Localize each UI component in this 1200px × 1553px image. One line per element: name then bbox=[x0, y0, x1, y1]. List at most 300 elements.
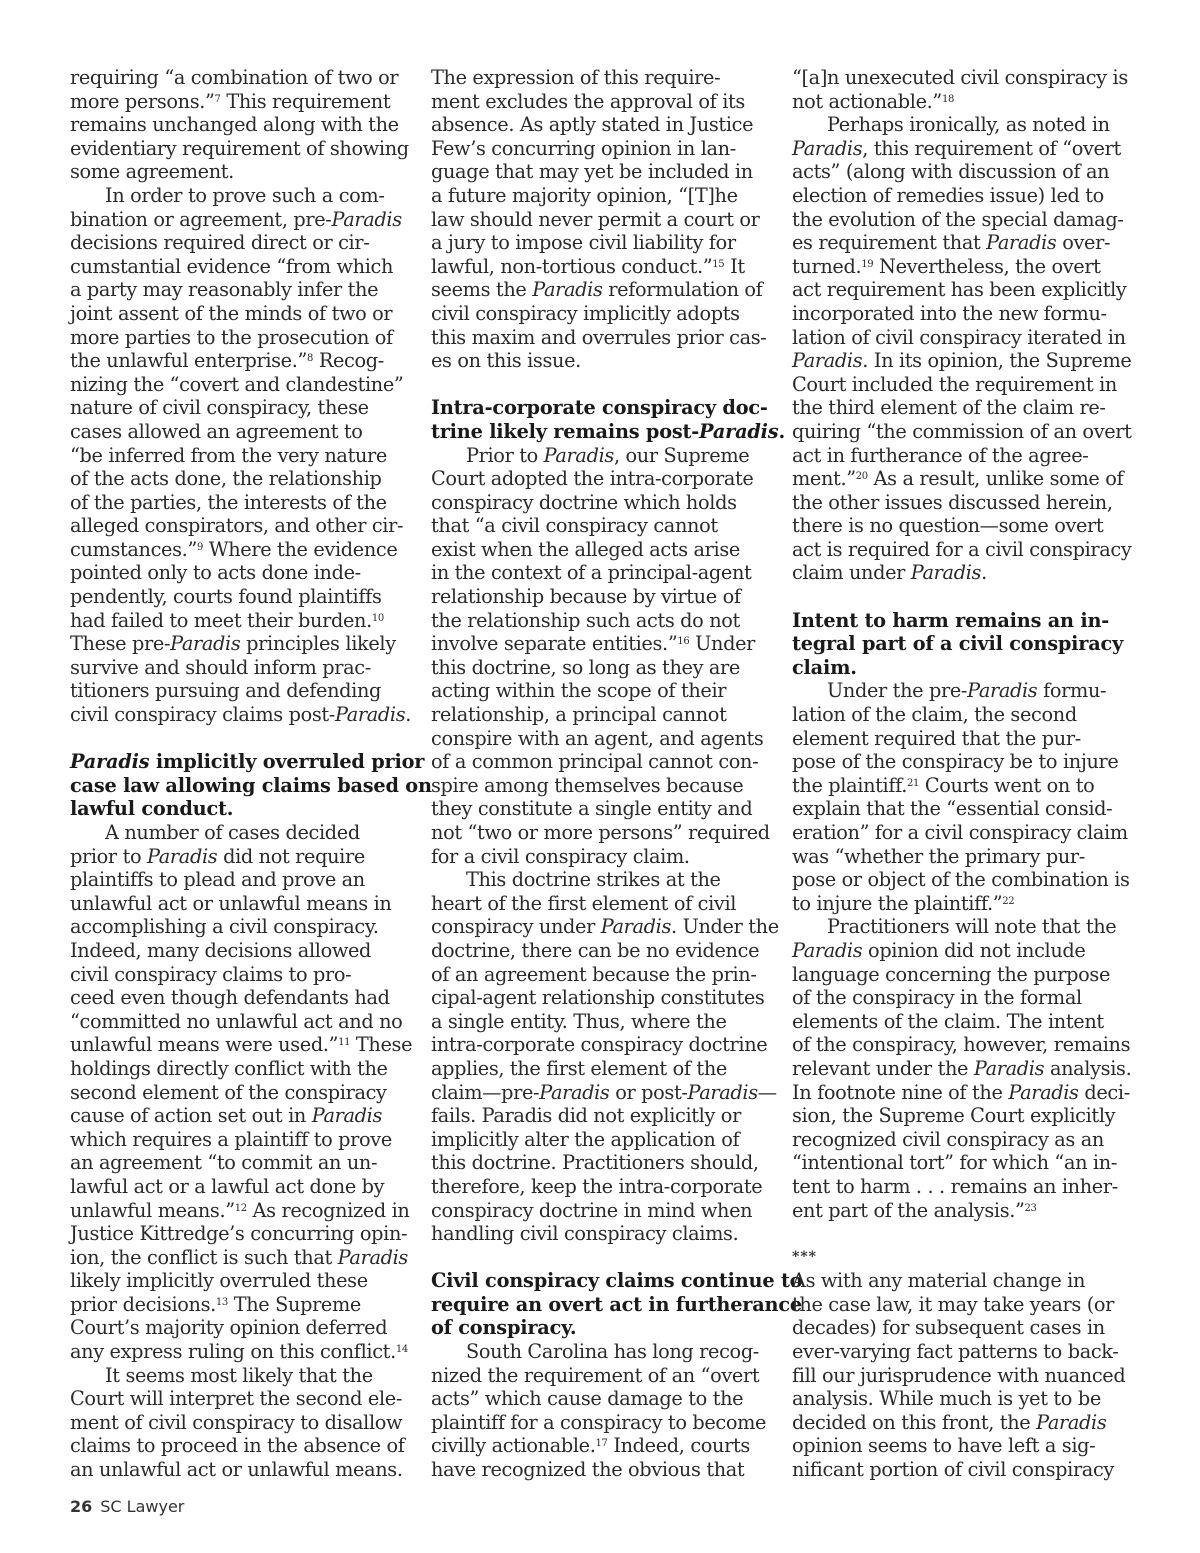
text-line bbox=[70, 1199, 416, 1223]
line-text: the other issues discussed herein, bbox=[792, 490, 1113, 514]
line-text-cont: Nevertheless, the overt bbox=[873, 254, 1101, 278]
italic-text: Paradis bbox=[986, 231, 1057, 255]
line-text: heart of the first element of civil bbox=[431, 891, 737, 915]
line-text: ment.” bbox=[792, 467, 856, 491]
text-line bbox=[70, 679, 416, 703]
line-text: pointed only to acts done inde- bbox=[70, 561, 361, 585]
text-line bbox=[792, 915, 1138, 939]
line-text: prior to bbox=[70, 844, 148, 868]
line-text-cont: deci- bbox=[1078, 1080, 1130, 1104]
text-line bbox=[431, 160, 777, 184]
line-text: conspire with an agent, and agents bbox=[431, 726, 764, 750]
line-text: of the conspiracy, however, remains bbox=[792, 1033, 1131, 1057]
text-line bbox=[431, 255, 777, 279]
text-line bbox=[792, 208, 1138, 232]
line-text: the evolution of the special damag- bbox=[792, 207, 1124, 231]
text-line bbox=[70, 1175, 416, 1199]
line-text: Court will interpret the second ele- bbox=[70, 1387, 403, 1411]
text-line bbox=[431, 939, 777, 963]
text-line bbox=[792, 1175, 1138, 1199]
text-line bbox=[792, 420, 1138, 444]
line-text: lation of the claim, the second bbox=[792, 703, 1077, 727]
line-text: relationship, a principal cannot bbox=[431, 703, 727, 727]
text-line bbox=[792, 1081, 1138, 1105]
line-text: that “a civil conspiracy cannot bbox=[431, 514, 718, 538]
text-line bbox=[70, 1411, 416, 1435]
text-line bbox=[431, 1151, 777, 1175]
text-line bbox=[70, 302, 416, 326]
section-heading-line bbox=[70, 750, 425, 774]
line-text: not actionable.” bbox=[792, 89, 942, 113]
italic-text: Paradis bbox=[687, 1080, 758, 1104]
text-line bbox=[431, 1458, 777, 1482]
text-line bbox=[431, 1057, 777, 1081]
text-line bbox=[70, 585, 416, 609]
line-text: accomplishing a civil conspiracy. bbox=[70, 915, 379, 939]
line-text: act requirement has been explicitly bbox=[792, 278, 1127, 302]
text-line bbox=[431, 561, 777, 585]
italic-text: Paradis bbox=[532, 278, 603, 302]
text-line bbox=[792, 1128, 1138, 1152]
text-line bbox=[70, 1340, 416, 1364]
line-text: titioners pursuing and defending bbox=[70, 679, 382, 703]
text-line bbox=[431, 113, 777, 137]
text-line bbox=[70, 1316, 416, 1340]
text-line bbox=[70, 892, 416, 916]
text-line bbox=[431, 1033, 777, 1057]
line-text: more parties to the prosecution of bbox=[70, 325, 393, 349]
footnote-ref: 19 bbox=[861, 258, 874, 270]
text-line bbox=[70, 1033, 416, 1057]
text-line bbox=[70, 1293, 416, 1317]
line-text: quiring “the commission of an overt bbox=[792, 419, 1132, 443]
text-line bbox=[792, 137, 1138, 161]
line-text: of the conspiracy in the formal bbox=[792, 986, 1082, 1010]
text-line bbox=[431, 1104, 777, 1128]
line-text-cont: implicitly overruled prior bbox=[149, 750, 425, 774]
line-text: case law allowing claims based on bbox=[70, 773, 432, 797]
text-line bbox=[792, 561, 1138, 585]
line-text: relevant under the bbox=[792, 1056, 974, 1080]
line-text: had failed to meet their burden. bbox=[70, 608, 372, 632]
text-line bbox=[431, 750, 777, 774]
italic-text: Paradis bbox=[539, 1080, 610, 1104]
text-line bbox=[70, 1010, 416, 1034]
line-text: there is no question—some overt bbox=[792, 514, 1104, 538]
text-line bbox=[70, 561, 416, 585]
line-text: tent to harm . . . remains an inher- bbox=[792, 1174, 1118, 1198]
line-text: es on this issue. bbox=[431, 349, 581, 373]
text-line bbox=[792, 892, 1138, 916]
section-heading-line bbox=[792, 656, 1138, 680]
italic-text: Paradis bbox=[337, 1245, 408, 1269]
line-text: Court adopted the intra-corporate bbox=[431, 467, 754, 491]
text-line bbox=[70, 845, 416, 869]
text-line bbox=[792, 963, 1138, 987]
line-text: plaintiffs to plead and prove an bbox=[70, 868, 365, 892]
line-text: Court’s majority opinion deferred bbox=[70, 1316, 388, 1340]
text-line bbox=[70, 632, 416, 656]
text-line bbox=[792, 797, 1138, 821]
line-text: cause of action set out in bbox=[70, 1104, 312, 1128]
line-text: lawful conduct. bbox=[70, 797, 234, 821]
section-break bbox=[792, 1246, 1138, 1270]
line-text: opinion seems to have left a sig- bbox=[792, 1434, 1096, 1458]
text-line bbox=[792, 302, 1138, 326]
page-footer bbox=[70, 1497, 184, 1516]
line-text: explain that the “essential consid- bbox=[792, 797, 1113, 821]
text-line bbox=[431, 326, 777, 350]
italic-text: Paradis bbox=[147, 844, 218, 868]
line-text: a single entity. Thus, where the bbox=[431, 1009, 727, 1033]
text-line bbox=[70, 349, 416, 373]
line-text: cases allowed an agreement to bbox=[70, 419, 363, 443]
line-text: conspiracy doctrine in mind when bbox=[431, 1198, 753, 1222]
line-text: nificant portion of civil conspiracy bbox=[792, 1458, 1114, 1482]
text-line bbox=[431, 538, 777, 562]
text-line bbox=[431, 444, 777, 468]
line-text: likely implicitly overruled these bbox=[70, 1269, 368, 1293]
line-text: Few’s concurring opinion in lan- bbox=[431, 136, 736, 160]
line-text: civilly actionable. bbox=[431, 1434, 596, 1458]
text-line bbox=[70, 278, 416, 302]
line-text: the relationship such acts do not bbox=[431, 608, 740, 632]
line-text-cont: It bbox=[724, 254, 745, 278]
line-text: of a common principal cannot con- bbox=[431, 750, 759, 774]
line-text: In order to prove such a com- bbox=[105, 183, 385, 207]
line-text: tegral part of a civil conspiracy bbox=[792, 632, 1124, 656]
italic-text: Paradis bbox=[792, 938, 863, 962]
line-text-cont: opinion did not include bbox=[862, 938, 1086, 962]
text-line bbox=[431, 1387, 777, 1411]
line-text: act is required for a civil conspiracy bbox=[792, 537, 1132, 561]
text-line bbox=[70, 1057, 416, 1081]
text-line bbox=[792, 1411, 1138, 1435]
line-text-cont: , this requirement of “overt bbox=[862, 136, 1121, 160]
line-text: trine likely remains post- bbox=[431, 419, 700, 443]
line-text: ment of civil conspiracy to disallow bbox=[70, 1410, 403, 1434]
text-line bbox=[792, 444, 1138, 468]
line-text-cont: . In its opinion, the Supreme bbox=[862, 349, 1132, 373]
text-line bbox=[70, 444, 416, 468]
section-heading-line bbox=[431, 1316, 777, 1340]
text-line bbox=[70, 491, 416, 515]
line-text-cont: , our Supreme bbox=[613, 443, 750, 467]
line-text-cont: . bbox=[778, 419, 785, 443]
text-line bbox=[431, 1434, 777, 1458]
line-text: element required that the pur- bbox=[792, 726, 1081, 750]
line-text: ceed even though defendants had bbox=[70, 986, 390, 1010]
italic-text: Paradis bbox=[910, 561, 982, 585]
line-text-cont: Under bbox=[689, 632, 756, 656]
footnote-ref: 8 bbox=[307, 353, 314, 365]
line-text: “intentional tort” for which “an in- bbox=[792, 1151, 1117, 1175]
footnote-ref: 14 bbox=[395, 1344, 408, 1356]
line-text-cont: Where the evidence bbox=[202, 537, 398, 561]
line-text: Court included the requirement in bbox=[792, 372, 1117, 396]
text-line bbox=[70, 231, 416, 255]
line-text: the plaintiff. bbox=[792, 773, 908, 797]
line-text: It seems most likely that the bbox=[105, 1363, 373, 1387]
line-text: Intent to harm remains an in- bbox=[792, 608, 1110, 632]
line-text: which requires a plaintiff to prove bbox=[70, 1127, 392, 1151]
line-text: alleged conspirators, and other cir- bbox=[70, 514, 404, 538]
italic-text: Paradis bbox=[699, 419, 779, 443]
text-line bbox=[70, 208, 416, 232]
text-line bbox=[792, 467, 1138, 491]
line-text: any express ruling on this conflict. bbox=[70, 1340, 396, 1364]
text-line bbox=[792, 231, 1138, 255]
text-line bbox=[70, 66, 416, 90]
text-line bbox=[431, 1128, 777, 1152]
section-heading-line bbox=[70, 797, 416, 821]
line-text-cont: These bbox=[350, 1033, 413, 1057]
line-text: intra-corporate conspiracy doctrine bbox=[431, 1033, 768, 1057]
line-text: cumstantial evidence “from which bbox=[70, 254, 394, 278]
line-text: remains unchanged along with the bbox=[70, 113, 399, 137]
line-text: bination or agreement, pre- bbox=[70, 207, 332, 231]
paragraph-gap bbox=[792, 585, 1138, 609]
footnote-ref: 15 bbox=[712, 258, 725, 270]
line-text: of an agreement because the prin- bbox=[431, 962, 757, 986]
line-text: unlawful means.” bbox=[70, 1198, 235, 1222]
text-line bbox=[70, 703, 416, 727]
line-text-cont: . bbox=[981, 561, 987, 585]
text-line bbox=[70, 1269, 416, 1293]
line-text-cont: analysis. bbox=[1044, 1056, 1132, 1080]
text-line bbox=[70, 1364, 416, 1388]
line-text: doctrine, there can be no evidence bbox=[431, 938, 760, 962]
text-line bbox=[431, 585, 777, 609]
section-heading-line bbox=[431, 1269, 803, 1293]
line-text-cont: reformulation of bbox=[602, 278, 763, 302]
text-line bbox=[431, 679, 777, 703]
line-text: civil conspiracy claims to pro- bbox=[70, 962, 352, 986]
text-line bbox=[70, 656, 416, 680]
line-text: seems the bbox=[431, 278, 533, 302]
text-line bbox=[431, 1010, 777, 1034]
text-line bbox=[792, 1434, 1138, 1458]
line-text: the third element of the claim re- bbox=[792, 396, 1106, 420]
italic-text: Paradis bbox=[967, 679, 1038, 703]
text-line bbox=[792, 939, 1138, 963]
line-text: civil conspiracy implicitly adopts bbox=[431, 301, 740, 325]
text-line bbox=[70, 986, 416, 1010]
line-text-cont: principles likely bbox=[240, 632, 396, 656]
line-text: absence. As aptly stated in Justice bbox=[431, 113, 754, 137]
italic-text: Paradis bbox=[331, 207, 402, 231]
text-line bbox=[431, 1081, 777, 1105]
line-text: Prior to bbox=[466, 443, 544, 467]
line-text: this doctrine, so long as they are bbox=[431, 655, 740, 679]
page-number: 26 bbox=[70, 1497, 93, 1516]
text-line bbox=[431, 797, 777, 821]
line-text: nizing the “covert and clandestine” bbox=[70, 372, 404, 396]
text-line bbox=[70, 1222, 416, 1246]
line-text: relationship because by virtue of bbox=[431, 585, 741, 609]
line-text: unlawful means were used.” bbox=[70, 1033, 339, 1057]
text-line bbox=[431, 1222, 777, 1246]
line-text: “be inferred from the very nature bbox=[70, 443, 387, 467]
line-text: acting within the scope of their bbox=[431, 679, 727, 703]
text-line bbox=[70, 868, 416, 892]
line-text-cont: Recog- bbox=[313, 349, 384, 373]
footnote-ref: 22 bbox=[1002, 895, 1015, 907]
text-line bbox=[792, 1151, 1138, 1175]
line-text: acts” which cause damage to the bbox=[431, 1387, 744, 1411]
line-text: have recognized the obvious that bbox=[431, 1458, 745, 1482]
line-text: an unlawful act or unlawful means. bbox=[70, 1458, 403, 1482]
footnote-ref: 13 bbox=[215, 1296, 228, 1308]
line-text: the case law, it may take years (or bbox=[792, 1292, 1115, 1316]
line-text: language concerning the purpose bbox=[792, 962, 1111, 986]
line-text: requiring “a combination of two or bbox=[70, 66, 399, 89]
line-text: guage that may yet be included in bbox=[431, 160, 753, 184]
line-text: nized the requirement of an “overt bbox=[431, 1363, 760, 1387]
line-text: for a civil conspiracy claim. bbox=[431, 844, 690, 868]
line-text: claim under bbox=[792, 561, 911, 585]
line-text: lawful, non-tortious conduct.” bbox=[431, 254, 713, 278]
text-line bbox=[431, 514, 777, 538]
line-text: “committed no unlawful act and no bbox=[70, 1009, 403, 1033]
section-heading-line bbox=[792, 609, 1138, 633]
line-text-cont: formu- bbox=[1037, 679, 1107, 703]
line-text: act in furtherance of the agree- bbox=[792, 443, 1089, 467]
text-line bbox=[792, 1340, 1138, 1364]
line-text: turned. bbox=[792, 254, 862, 278]
text-line bbox=[792, 160, 1138, 184]
text-line bbox=[431, 845, 777, 869]
italic-text: Paradis bbox=[170, 632, 241, 656]
line-text: South Carolina has long recog- bbox=[466, 1340, 759, 1364]
text-line bbox=[70, 184, 416, 208]
text-line bbox=[792, 349, 1138, 373]
line-text-cont: did not require bbox=[217, 844, 365, 868]
line-text: ent part of the analysis.” bbox=[792, 1198, 1025, 1222]
text-line bbox=[792, 491, 1138, 515]
paragraph-gap bbox=[431, 1246, 777, 1270]
line-text: cumstances.” bbox=[70, 537, 197, 561]
line-text: joint assent of the minds of two or bbox=[70, 301, 393, 325]
line-text: A number of cases decided bbox=[105, 821, 360, 844]
line-text: some agreement. bbox=[70, 160, 234, 184]
text-line bbox=[70, 1387, 416, 1411]
line-text: eration” for a civil conspiracy claim bbox=[792, 821, 1128, 844]
text-line bbox=[70, 160, 416, 184]
text-line bbox=[431, 1175, 777, 1199]
text-line bbox=[792, 1269, 1138, 1293]
line-text: fails. Paradis did not explicitly or bbox=[431, 1104, 741, 1128]
line-text: decided on this front, the bbox=[792, 1410, 1037, 1434]
text-line bbox=[70, 514, 416, 538]
text-line bbox=[792, 1057, 1138, 1081]
text-line bbox=[70, 1128, 416, 1152]
line-text: implicitly alter the application of bbox=[431, 1127, 740, 1151]
line-text: law should never permit a court or bbox=[431, 207, 760, 231]
text-line bbox=[70, 1434, 416, 1458]
line-text: holdings directly conflict with the bbox=[70, 1056, 388, 1080]
line-text: a party may reasonably infer the bbox=[70, 278, 379, 302]
line-text: ever-varying fact patterns to back- bbox=[792, 1340, 1119, 1364]
footnote-ref: 7 bbox=[214, 93, 221, 105]
text-line bbox=[431, 632, 777, 656]
line-text: incorporated into the new formu- bbox=[792, 301, 1107, 325]
line-text-cont: The Supreme bbox=[227, 1292, 361, 1316]
line-text: conspiracy under bbox=[431, 915, 601, 939]
text-line bbox=[431, 1364, 777, 1388]
line-text: Indeed, many decisions allowed bbox=[70, 938, 372, 962]
footnote-ref: 17 bbox=[595, 1438, 608, 1450]
line-text-cont: — bbox=[757, 1080, 777, 1104]
line-text: ment excludes the approval of its bbox=[431, 89, 745, 113]
italic-text: Paradis bbox=[1008, 1080, 1079, 1104]
line-text: Justice Kittredge’s concurring opin- bbox=[70, 1222, 408, 1246]
footnote-ref: 18 bbox=[941, 93, 954, 105]
italic-text: Paradis bbox=[70, 750, 150, 774]
footnote-ref: 16 bbox=[677, 636, 690, 648]
line-text: not “two or more persons” required bbox=[431, 821, 770, 844]
text-line bbox=[792, 90, 1138, 114]
text-line bbox=[792, 326, 1138, 350]
text-line bbox=[431, 892, 777, 916]
text-line bbox=[70, 467, 416, 491]
text-line bbox=[431, 986, 777, 1010]
text-line bbox=[70, 326, 416, 350]
line-text: acts” (along with discussion of an bbox=[792, 160, 1110, 184]
line-text: evidentiary requirement of showing bbox=[70, 136, 409, 160]
paragraph-gap bbox=[431, 373, 777, 397]
line-text: Perhaps ironically, as noted in bbox=[827, 113, 1110, 137]
line-text: claim—pre- bbox=[431, 1080, 540, 1104]
line-text: civil conspiracy claims post- bbox=[70, 703, 335, 727]
text-line bbox=[70, 821, 416, 845]
text-line bbox=[431, 66, 777, 90]
text-line bbox=[431, 1411, 777, 1435]
italic-text: Paradis bbox=[973, 1056, 1045, 1080]
line-text: this maxim and overrules prior cas- bbox=[431, 325, 767, 349]
italic-text: Paradis bbox=[600, 915, 672, 939]
text-line bbox=[431, 703, 777, 727]
line-text: of the acts done, the relationship bbox=[70, 467, 382, 491]
text-line bbox=[431, 349, 777, 373]
line-text: es requirement that bbox=[792, 231, 987, 255]
line-text: survive and should inform prac- bbox=[70, 655, 371, 679]
line-text: Civil conspiracy claims continue to bbox=[431, 1269, 803, 1293]
line-text: Under the pre- bbox=[827, 679, 968, 703]
footnote-ref: 23 bbox=[1024, 1202, 1037, 1214]
line-text: of conspiracy. bbox=[431, 1316, 577, 1340]
text-line bbox=[431, 656, 777, 680]
section-heading-line bbox=[431, 396, 777, 420]
line-text: an agreement “to commit an un- bbox=[70, 1151, 378, 1175]
line-text: elements of the claim. The intent bbox=[792, 1009, 1104, 1033]
line-text: recognized civil conspiracy as an bbox=[792, 1127, 1104, 1151]
line-text: This doctrine strikes at the bbox=[466, 868, 721, 892]
line-text-cont: Indeed, courts bbox=[607, 1434, 750, 1458]
line-text: involve separate entities.” bbox=[431, 632, 678, 656]
text-line bbox=[431, 727, 777, 751]
line-text: they constitute a single entity and bbox=[431, 797, 753, 821]
line-text-cont: . Under the bbox=[671, 915, 779, 939]
footnote-ref: 10 bbox=[371, 612, 384, 624]
line-text: require an overt act in furtherance bbox=[431, 1292, 802, 1316]
line-text: These pre- bbox=[70, 632, 171, 656]
line-text: nature of civil conspiracy, these bbox=[70, 396, 369, 420]
italic-text: Paradis bbox=[1036, 1410, 1107, 1434]
line-text: analysis. While much is yet to be bbox=[792, 1387, 1101, 1411]
line-text: pose of the conspiracy be to injure bbox=[792, 750, 1119, 774]
text-line bbox=[70, 255, 416, 279]
